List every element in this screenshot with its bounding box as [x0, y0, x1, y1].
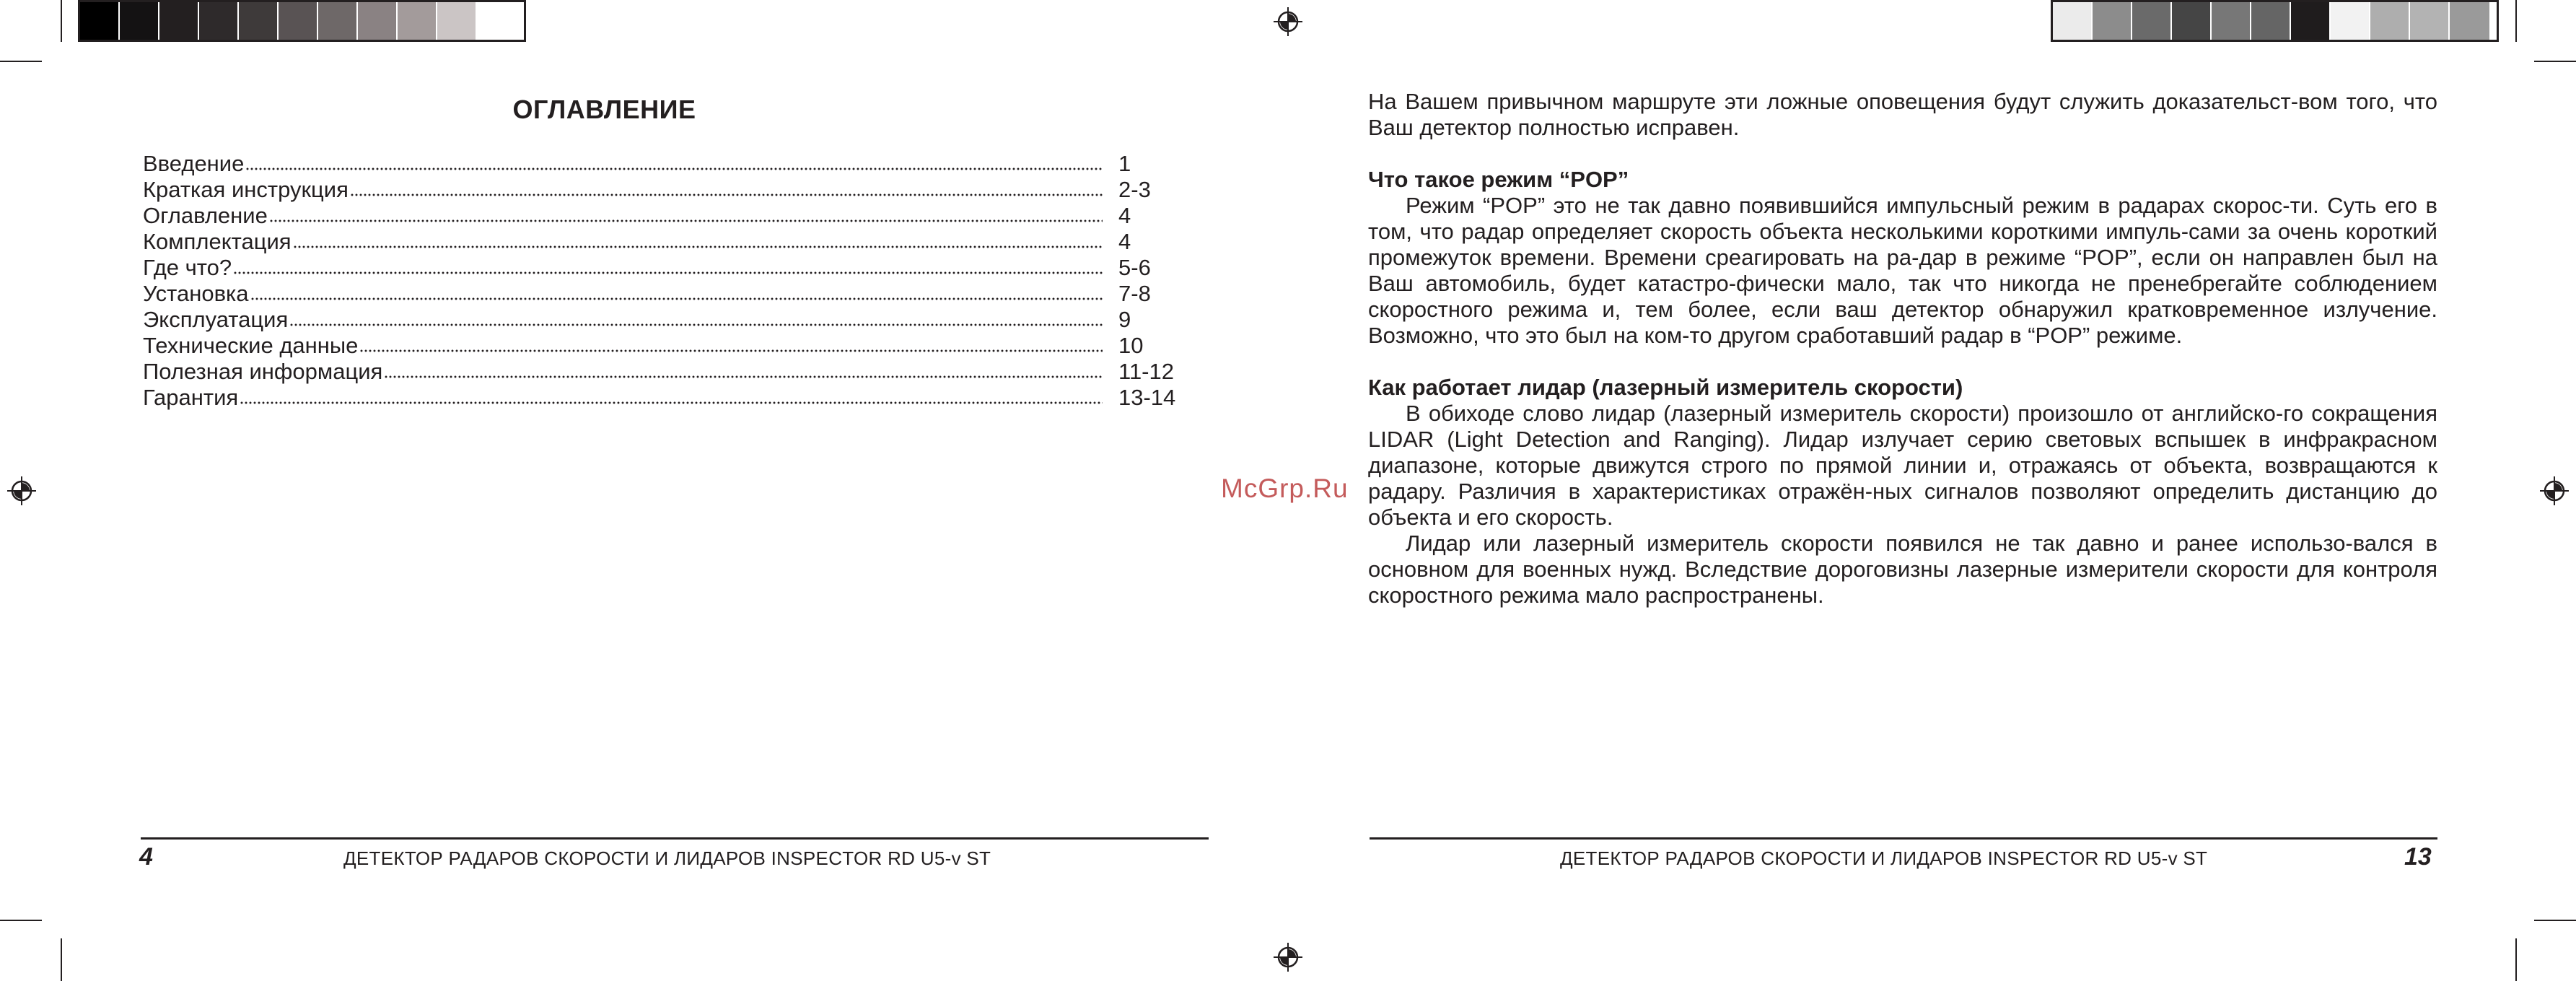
color-swatch [2251, 2, 2291, 40]
toc-entry-page: 9 [1118, 307, 1131, 332]
toc-entry-page: 13-14 [1118, 385, 1176, 410]
color-swatch [2331, 2, 2370, 40]
toc-entry-page: 4 [1118, 203, 1131, 228]
color-swatch [358, 2, 398, 40]
color-swatch [2370, 2, 2410, 40]
trim-mark [2515, 938, 2517, 981]
toc-entry-page: 10 [1118, 333, 1144, 358]
trim-mark [61, 0, 62, 42]
toc-entry-label: Полезная информация [143, 359, 383, 384]
section-heading-lidar: Как работает лидар (лазерный измеритель скорости) [1368, 375, 1963, 400]
color-swatch [318, 2, 358, 40]
toc-row [143, 229, 1196, 255]
toc-entry-label: Введение [143, 151, 245, 176]
toc-entry-page: 7-8 [1118, 281, 1151, 306]
color-calibration-strip-right [2051, 0, 2499, 42]
toc-entry-page: 4 [1118, 229, 1131, 254]
toc-leader-dots [233, 270, 1103, 276]
color-swatch [279, 2, 318, 40]
section-paragraph-pop: Режим “POP” это не так давно появившийся импульсный режим в радарах скорос-ти. Суть его в том, что радар определяет скорость объекта несколькими короткими импуль-сами за очень короткий промежуток времени. Времени среагировать на ра-дар в режиме “POP”, если он направлен был на Ваш автомобиль, будет катастро-фически мало, так что никогда не пренебрегайте соблюдением скоростного режима и, тем более, если ваш детектор обнаружил кратковременное излучение. Возможно, что это был на ком-то другом сработавший радар в “POP” режиме. [1368, 193, 2437, 348]
trim-mark [0, 920, 42, 921]
toc-entry-label: Оглавление [143, 203, 268, 228]
toc-leader-dots [250, 296, 1103, 302]
toc-leader-dots [240, 400, 1103, 406]
color-swatch [2093, 2, 2132, 40]
color-swatch [437, 2, 477, 40]
toc-row [143, 333, 1196, 359]
toc-entry-page: 2-3 [1118, 177, 1151, 202]
toc-leader-dots [350, 192, 1103, 198]
toc-row [143, 359, 1196, 385]
color-calibration-strip-left [78, 0, 526, 42]
toc-row [143, 307, 1196, 333]
trim-mark [0, 61, 42, 62]
section-paragraph-lidar-2: Лидар или лазерный измеритель скорости появился не так давно и ранее использо-вался в основном для военных нужд. Вследствие дороговизны лазерные измерители скорости для контроля скоростного режима мало распространены. [1368, 531, 2437, 608]
toc-row [143, 177, 1196, 203]
page-number-left: 4 [139, 843, 153, 871]
color-swatch [2172, 2, 2212, 40]
color-swatch [2212, 2, 2251, 40]
toc-entry-label: Установка [143, 281, 249, 306]
toc-entry-label: Технические данные [143, 333, 359, 358]
color-swatch [159, 2, 199, 40]
registration-target-icon [1274, 943, 1302, 972]
registration-target-icon [7, 476, 36, 505]
toc-entry-page: 1 [1118, 151, 1131, 176]
trim-mark [2534, 920, 2576, 921]
color-swatch [2132, 2, 2172, 40]
watermark: McGrp.Ru [1221, 474, 1349, 503]
toc-row [143, 281, 1196, 307]
color-swatch [2410, 2, 2450, 40]
toc-entry-page: 5-6 [1118, 255, 1151, 280]
color-swatch [398, 2, 437, 40]
registration-target-icon [1274, 7, 1302, 36]
page-number-right: 13 [2404, 843, 2432, 871]
toc-entry-page: 11-12 [1118, 359, 1174, 384]
color-swatch [120, 2, 159, 40]
toc-entry-label: Эксплуатация [143, 307, 289, 332]
table-of-contents [143, 151, 1196, 411]
trim-mark [2534, 61, 2576, 62]
page-title: ОГЛАВЛЕНИЕ [512, 95, 696, 124]
toc-entry-label: Краткая инструкция [143, 177, 349, 202]
footer-rule [1370, 837, 2437, 840]
section-paragraph-lidar-1: В обиходе слово лидар (лазерный измеритель скорости) произошло от английско-го сокращения LIDAR (Light Detection and Ranging). Лидар излучает серию световых вспышек в инфракрасном диапазоне, которые движутся строго по прямой линии и, отражаясь от объекта, возвращаются к радару. Различия в характеристиках отражён-ных сигналов позволяют определить дистанцию до объекта и его скорость. [1368, 401, 2437, 530]
toc-row [143, 255, 1196, 281]
trim-mark [61, 938, 62, 981]
color-swatch [239, 2, 279, 40]
toc-entry-label: Комплектация [143, 229, 292, 254]
color-swatch [2291, 2, 2331, 40]
color-swatch [2450, 2, 2489, 40]
toc-leader-dots [359, 348, 1103, 354]
color-swatch [199, 2, 239, 40]
color-swatch [2053, 2, 2093, 40]
intro-paragraph: На Вашем привычном маршруте эти ложные оповещения будут служить доказательст-вом того, что Ваш детектор полностью исправен. [1368, 89, 2437, 140]
color-swatch [80, 2, 120, 40]
article-body [1368, 89, 2437, 609]
toc-leader-dots [289, 322, 1103, 328]
toc-leader-dots [384, 374, 1103, 380]
toc-leader-dots [269, 218, 1103, 224]
footer-title-right: ДЕТЕКТОР РАДАРОВ СКОРОСТИ И ЛИДАРОВ INSPECTOR RD U5-v ST [1560, 847, 2208, 869]
toc-entry-label: Гарантия [143, 385, 239, 410]
toc-row [143, 151, 1196, 177]
color-swatch [477, 2, 517, 40]
toc-leader-dots [293, 244, 1103, 250]
toc-row [143, 385, 1196, 411]
footer-title-left: ДЕТЕКТОР РАДАРОВ СКОРОСТИ И ЛИДАРОВ INSPECTOR RD U5-v ST [343, 847, 991, 869]
toc-leader-dots [245, 166, 1103, 172]
trim-mark [2515, 0, 2517, 42]
section-heading-pop: Что такое режим “POP” [1368, 167, 1629, 192]
toc-row [143, 203, 1196, 229]
registration-target-icon [2540, 476, 2569, 505]
footer-rule [141, 837, 1209, 840]
toc-entry-label: Где что? [143, 255, 232, 280]
